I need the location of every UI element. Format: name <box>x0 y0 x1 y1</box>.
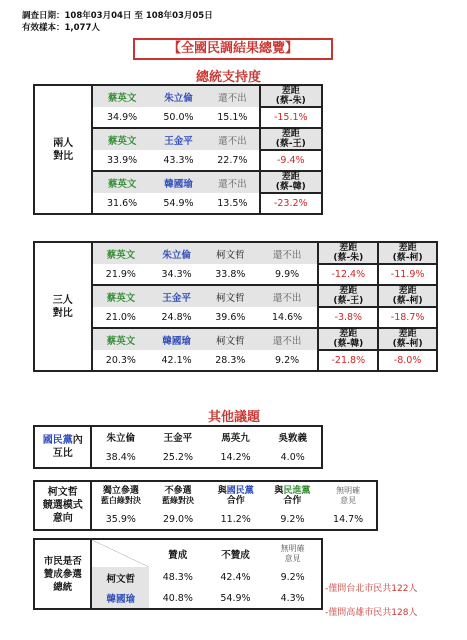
ko-mode-value-1: 35.9% <box>105 513 136 525</box>
th3-gap2-header <box>378 328 437 350</box>
th2-value-k: 39.6% <box>215 311 246 323</box>
th1-gap2-pair: (蔡-柯) <box>392 253 423 263</box>
citizens-col-na <box>264 539 322 567</box>
ko-mode-label <box>34 481 91 530</box>
tw1-gap-header <box>260 85 322 107</box>
kmt-name-2: 王金平 <box>163 433 193 444</box>
citizens-note-2: -僅問高雄市民共128人 <box>325 608 418 618</box>
tw2-gap-header <box>260 128 322 150</box>
ko-mode-h5a: 無明確 <box>336 485 361 495</box>
tw1-name-a: 蔡英文 <box>92 85 150 107</box>
th1-value-gap2: -11.9% <box>378 264 437 285</box>
two-way-label <box>34 85 92 214</box>
kmt-name-4: 吳敦義 <box>278 433 307 444</box>
citizens-row1-na: 9.2% <box>280 572 305 583</box>
kmt-table <box>33 425 323 469</box>
tw3-name-a: 蔡英文 <box>92 171 150 193</box>
citizens-label-2: 贊成參選 <box>43 568 82 580</box>
tw1-gap-title: 差距 <box>281 86 300 96</box>
ko-mode-h4party: 民進黨 <box>283 485 311 496</box>
survey-meta <box>22 10 213 34</box>
tw2-gap-title: 差距 <box>281 129 300 139</box>
tw2-name-b: 王金平 <box>151 128 206 150</box>
tw3-gap-header <box>260 171 322 193</box>
tw2-value-a: 33.9% <box>92 150 150 171</box>
th2-value-u: 14.6% <box>272 311 303 323</box>
th2-value-b: 24.8% <box>161 311 192 323</box>
th2-gap2-title: 差距 <box>398 286 417 296</box>
three-way-label <box>34 242 92 371</box>
tw3-value-b: 54.9% <box>163 197 194 209</box>
th3-value-a: 20.3% <box>105 354 136 366</box>
ko-mode-h4b: 合作 <box>283 495 302 506</box>
ko-mode-h1 <box>91 481 149 509</box>
ko-mode-h5b: 意見 <box>340 495 357 505</box>
ko-mode-label-2: 競選模式 <box>42 500 83 511</box>
th3-value-gap1: -21.8% <box>318 350 378 371</box>
citizens-row2-na: 4.3% <box>280 592 305 604</box>
citizens-row1-name: 柯文哲 <box>91 567 148 588</box>
th2-value-a: 21.0% <box>105 311 136 323</box>
citizens-row2-name: 韓國瑜 <box>91 588 148 609</box>
th2-name-b: 王金平 <box>149 285 204 307</box>
th2-gap1-pair: (蔡-王) <box>333 296 364 306</box>
tw1-value-a: 34.9% <box>92 107 150 128</box>
ko-mode-h3pre: 與 <box>217 485 227 496</box>
ko-mode-h4 <box>265 481 321 509</box>
ko-mode-h2b: 藍綠對決 <box>162 495 195 505</box>
three-way-table <box>33 241 438 372</box>
two-way-label-1: 兩人 <box>53 137 74 149</box>
ko-mode-table <box>33 480 378 531</box>
th3-name-b: 韓國瑜 <box>149 328 204 350</box>
citizens-label-1: 市民是否 <box>43 555 82 567</box>
ko-mode-h1b: 藍白綠對決 <box>100 495 141 505</box>
kmt-value-2: 25.2% <box>162 451 193 463</box>
th1-value-k: 33.8% <box>215 268 246 280</box>
citizens-col-na-b: 意見 <box>284 553 301 563</box>
tw1-name-b: 朱立倫 <box>151 85 206 107</box>
survey-date: 調查日期：108年03月04日 至 108年03月05日 <box>22 11 213 21</box>
th2-name-a: 蔡英文 <box>92 285 150 307</box>
th1-name-a: 蔡英文 <box>92 242 150 264</box>
tw3-value-a: 31.6% <box>92 193 150 214</box>
kmt-value-3: 14.2% <box>220 451 251 463</box>
ko-mode-value-4: 9.2% <box>280 513 305 525</box>
ko-mode-h3b: 合作 <box>226 495 245 506</box>
kmt-name-1: 朱立倫 <box>106 433 135 444</box>
ko-mode-h2a: 不參選 <box>164 485 192 496</box>
ko-mode-h1a: 獨立參選 <box>102 485 139 496</box>
ko-mode-h4pre: 與 <box>274 485 284 496</box>
th3-value-k: 28.3% <box>215 354 246 366</box>
citizens-note-1-text: 僅問台北市民共122人 <box>328 584 418 594</box>
tw3-gap-title: 差距 <box>281 172 300 182</box>
th2-undecided: 還不出 <box>257 285 319 307</box>
th3-value-u: 9.2% <box>275 354 300 366</box>
th3-gap1-title: 差距 <box>339 329 358 339</box>
kmt-label-rest: 內 <box>72 435 83 446</box>
citizens-label <box>34 539 91 609</box>
three-way-label-2: 對比 <box>52 307 73 319</box>
th1-gap2-header <box>378 242 437 264</box>
two-way-label-2: 對比 <box>53 150 74 162</box>
tw1-value-u: 15.1% <box>217 111 248 123</box>
tw2-undecided: 還不出 <box>206 128 259 150</box>
th2-gap1-header <box>318 285 378 307</box>
th2-value-gap1: -3.8% <box>318 307 378 328</box>
tw3-value-u: 13.5% <box>217 197 248 209</box>
th3-gap1-pair: (蔡-韓) <box>333 339 364 349</box>
ko-mode-value-3: 11.2% <box>220 513 251 525</box>
th2-gap2-header <box>378 285 437 307</box>
tw2-gap-pair: (蔡-王) <box>275 139 306 149</box>
tw1-value-gap: -15.1% <box>260 107 322 128</box>
page-banner: 【全國民調結果總覽】 <box>133 38 333 60</box>
th1-value-b: 34.3% <box>161 268 192 280</box>
tw2-value-gap: -9.4% <box>260 150 322 171</box>
kmt-label <box>34 426 91 468</box>
kmt-name-3: 馬英九 <box>221 433 250 444</box>
sample-size: 有效樣本：1,077人 <box>22 23 100 33</box>
citizens-row2-no: 54.9% <box>220 592 251 604</box>
th3-gap2-title: 差距 <box>398 329 417 339</box>
citizens-corner <box>91 539 148 567</box>
th3-value-b: 42.1% <box>161 354 192 366</box>
citizens-col-no: 不贊成 <box>221 549 250 561</box>
ko-mode-h2 <box>149 481 207 509</box>
tw2-value-u: 22.7% <box>217 154 248 166</box>
th3-gap1-header <box>318 328 378 350</box>
ko-mode-value-5: 14.7% <box>333 513 364 525</box>
th3-name-k: 柯文哲 <box>204 328 257 350</box>
th3-gap2-pair: (蔡-柯) <box>392 339 423 349</box>
th2-name-k: 柯文哲 <box>204 285 257 307</box>
citizens-col-yes: 贊成 <box>168 549 188 561</box>
tw3-name-b: 韓國瑜 <box>151 171 206 193</box>
citizens-label-3: 總統 <box>53 581 73 593</box>
th1-gap1-title: 差距 <box>339 243 358 253</box>
ko-mode-h3party: 國民黨 <box>226 485 254 496</box>
tw2-value-b: 43.3% <box>163 154 194 166</box>
ko-mode-value-2: 29.0% <box>162 513 194 525</box>
ko-mode-h3 <box>207 481 265 509</box>
section-title-president: 總統支持度 <box>196 70 262 85</box>
tw3-gap-pair: (蔡-韓) <box>275 182 306 192</box>
th1-gap1-header <box>318 242 378 264</box>
th3-undecided: 還不出 <box>257 328 319 350</box>
tw1-undecided: 還不出 <box>206 85 259 107</box>
three-way-label-1: 三人 <box>52 294 73 306</box>
kmt-value-1: 38.4% <box>105 451 136 463</box>
tw3-value-gap: -23.2% <box>260 193 322 214</box>
citizens-col-na-a: 無明確 <box>280 543 305 553</box>
ko-mode-h5 <box>320 481 377 509</box>
th2-gap1-title: 差距 <box>339 286 358 296</box>
th3-value-gap2: -8.0% <box>378 350 437 371</box>
citizens-row1-yes: 48.3% <box>162 572 193 583</box>
th2-gap2-pair: (蔡-柯) <box>392 296 423 306</box>
citizens-note-1: -僅問台北市民共122人 <box>325 584 418 594</box>
citizens-row1-no: 42.4% <box>220 572 251 583</box>
tw2-name-a: 蔡英文 <box>92 128 150 150</box>
ko-mode-label-3: 意向 <box>52 513 73 524</box>
section-title-other: 其他議題 <box>208 410 261 425</box>
two-way-table <box>33 84 323 215</box>
kmt-label-party: 國民黨 <box>42 435 73 446</box>
th2-value-gap2: -18.7% <box>378 307 437 328</box>
th1-name-k: 柯文哲 <box>204 242 257 264</box>
citizens-row2-yes: 40.8% <box>162 592 193 604</box>
kmt-value-4: 4.0% <box>280 451 305 463</box>
th1-value-a: 21.9% <box>105 268 136 280</box>
th1-gap1-pair: (蔡-朱) <box>333 253 364 263</box>
th1-gap2-title: 差距 <box>398 243 417 253</box>
citizens-note-2-text: 僅問高雄市民共128人 <box>328 608 418 618</box>
th3-name-a: 蔡英文 <box>92 328 150 350</box>
citizens-table <box>33 538 323 610</box>
th1-value-gap1: -12.4% <box>318 264 378 285</box>
kmt-label-2: 互比 <box>52 448 73 459</box>
th1-value-u: 9.9% <box>275 268 300 280</box>
th1-name-b: 朱立倫 <box>149 242 204 264</box>
th1-undecided: 還不出 <box>257 242 319 264</box>
tw3-undecided: 還不出 <box>206 171 259 193</box>
ko-mode-label-1: 柯文哲 <box>47 487 78 498</box>
tw1-gap-pair: (蔡-朱) <box>275 96 306 106</box>
tw1-value-b: 50.0% <box>163 111 194 123</box>
